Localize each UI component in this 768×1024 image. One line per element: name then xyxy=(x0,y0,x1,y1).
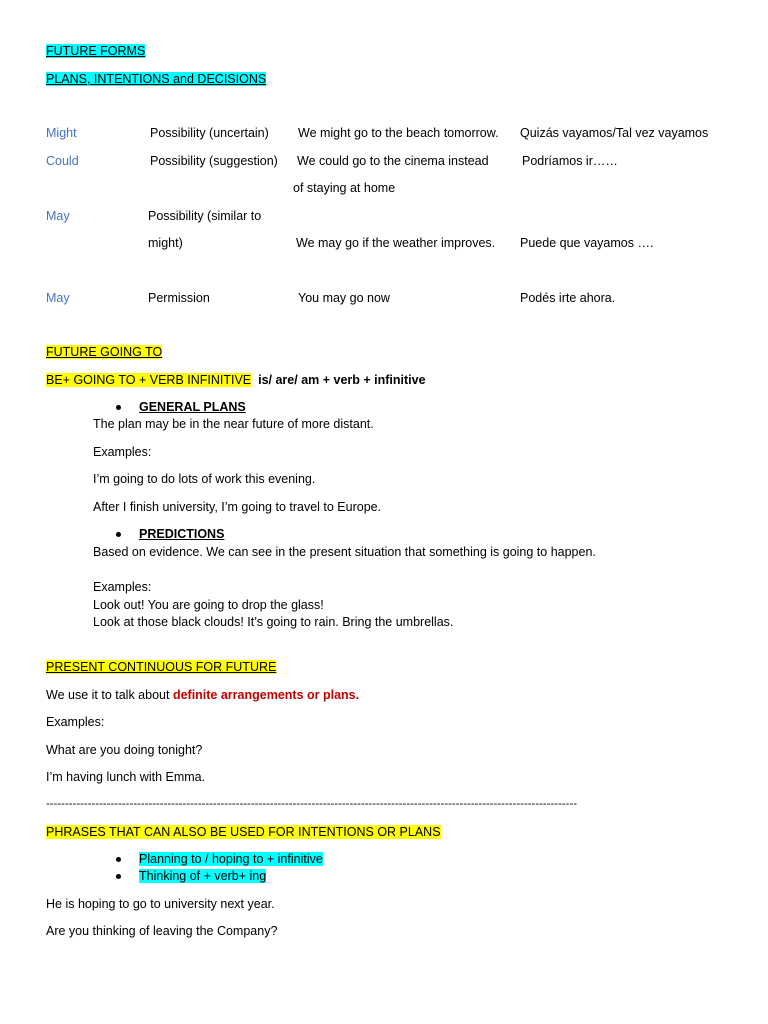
prediction-example-1: Look out! You are going to drop the glass! xyxy=(93,598,324,612)
example-might: We might go to the beach tomorrow. xyxy=(298,126,499,140)
example-permission: You may go now xyxy=(298,291,390,305)
heading-future-forms: FUTURE FORMS xyxy=(46,44,146,58)
prediction-example-2: Look at those black clouds! It’s going to rain. Bring the umbrellas. xyxy=(93,615,454,629)
phrase-example-2: Are you thinking of leaving the Company? xyxy=(46,924,278,938)
meaning-may: Possibility (similar to xyxy=(148,209,262,223)
heading-phrases: PHRASES THAT CAN ALSO BE USED FOR INTENTIONS OR PLANS xyxy=(46,825,441,839)
heading-present-continuous: PRESENT CONTINUOUS FOR FUTURE xyxy=(46,660,277,674)
spanish-may: Puede que vayamos …. xyxy=(520,236,654,250)
predictions-label: PREDICTIONS xyxy=(139,527,225,541)
phrase-item-2: Thinking of + verb+ ing xyxy=(139,869,267,883)
meaning-may-cont: might) xyxy=(148,236,183,250)
predictions-examples-label: Examples: xyxy=(93,580,152,594)
modal-might: Might xyxy=(46,126,77,140)
present-continuous-examples-label: Examples: xyxy=(46,715,105,729)
heading-going-to: FUTURE GOING TO xyxy=(46,345,163,359)
modal-may: May xyxy=(46,209,70,223)
example-could: We could go to the cinema instead xyxy=(297,154,489,168)
present-continuous-example-2: I’m having lunch with Emma. xyxy=(46,770,206,784)
example-could-cont: of staying at home xyxy=(293,181,396,195)
present-continuous-desc: We use it to talk about definite arrangements or plans. xyxy=(46,688,360,702)
modal-could: Could xyxy=(46,154,79,168)
phrase-example-1: He is hoping to go to university next year. xyxy=(46,897,275,911)
general-plans-label: GENERAL PLANS xyxy=(139,400,246,414)
spanish-might: Quizás vayamos/Tal vez vayamos xyxy=(520,126,709,140)
bullet-icon xyxy=(116,874,121,879)
bullet-icon xyxy=(116,857,121,862)
predictions-desc: Based on evidence. We can see in the present situation that something is going to happen. xyxy=(93,545,596,559)
phrase-item-1: Planning to / hoping to + infinitive xyxy=(139,852,323,866)
modal-may-permission: May xyxy=(46,291,70,305)
bullet-icon xyxy=(116,405,121,410)
example-may: We may go if the weather improves. xyxy=(296,236,496,250)
general-example-1: I’m going to do lots of work this evening. xyxy=(93,472,316,486)
bullet-icon xyxy=(116,532,121,537)
going-to-formula: BE+ GOING TO + VERB INFINITIVE is/ are/ am + verb + infinitive xyxy=(46,373,426,387)
general-plans-desc: The plan may be in the near future of more distant. xyxy=(93,417,374,431)
meaning-could: Possibility (suggestion) xyxy=(150,154,278,168)
spanish-permission: Podés irte ahora. xyxy=(520,291,616,305)
meaning-permission: Permission xyxy=(148,291,210,305)
general-examples-label: Examples: xyxy=(93,445,152,459)
dashed-separator: -------------------------------------------------------------------------------------------------------------------------------------------- xyxy=(46,798,578,810)
spanish-could: Podríamos ir…… xyxy=(522,154,618,168)
meaning-might: Possibility (uncertain) xyxy=(150,126,269,140)
present-continuous-example-1: What are you doing tonight? xyxy=(46,743,203,757)
heading-plans-intentions: PLANS, INTENTIONS and DECISIONS xyxy=(46,72,267,86)
general-example-2: After I finish university, I’m going to travel to Europe. xyxy=(93,500,382,514)
